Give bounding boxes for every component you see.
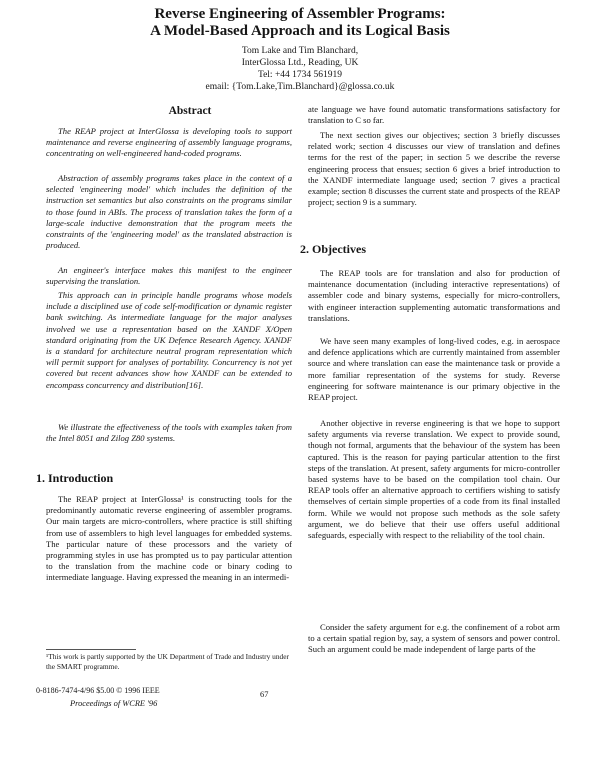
paper-title-line2: A Model-Based Approach and its Logical Basis bbox=[150, 23, 450, 39]
objectives-paragraph-3: Another objective in reverse engineering is that we hope to support safety arguments via reverse translation. We expect to provide sound, though not formal, arguments that the behaviour of the system has been captured. This is the reason for paying particular attention to the first steps of the translation. At present, safety arguments for micro-controller based systems have to be based on the compilation tool chain. Our REAP tools offer an alternative approach to certifiers wishing to satisfy themselves of certain simple properties of a code from its final installed form. While we would not propose such methods as the sole safety argument, we do believe that their use offers useful additional safeguards, especially with respect to the reliability of the tool chain. bbox=[308, 418, 560, 541]
copyright-line: 0-8186-7474-4/96 $5.00 © 1996 IEEE bbox=[36, 686, 160, 695]
author-affiliation: InterGlossa Ltd., Reading, UK bbox=[241, 58, 359, 68]
abstract-paragraph-1: The REAP project at InterGlossa is developing tools to support maintenance and reverse engineering of assembly language programs, concentrating on well-engineered hand-coded programs. bbox=[46, 126, 292, 159]
footnote-rule bbox=[46, 649, 136, 650]
author-email: email: {Tom.Lake,Tim.Blanchard}@glossa.co.uk bbox=[205, 82, 395, 92]
objectives-paragraph-2: We have seen many examples of long-lived codes, e.g. in aerospace and defence applications which are currently maintained from assembler source and where translation can ease the maintenance task or provide a more familiar representation of the systems for study. Reverse engineering for software maintenance is our primary objective in the REAP project. bbox=[308, 336, 560, 403]
author-names: Tom Lake and Tim Blanchard, bbox=[241, 46, 359, 56]
intro-paragraph-outline: The next section gives our objectives; section 3 briefly discusses related work; section 4 discusses our view of translation and defines terms for the rest of the paper; in section 5 we describe the reverse engineering process that ensues; section 6 gives a brief introduction to the XANDF intermediate language used; section 7 gives a practical example; section 8 discusses the current state and prospects of the REAP project; section 9 is a summary. bbox=[308, 130, 560, 208]
abstract-heading: Abstract bbox=[168, 105, 212, 117]
author-telephone: Tel: +44 1734 561919 bbox=[257, 70, 343, 80]
abstract-paragraph-3: An engineer's interface makes this manifest to the engineer supervising the translation. bbox=[46, 265, 292, 287]
abstract-paragraph-2: Abstraction of assembly programs takes place in the context of a selected 'engineering model' which includes the definition of the instruction set semantics but also constraints on the programs similar to those found in ABIs. The process of translation takes the form of a large-scale inductive demonstration that the program meets the constraints of the 'engineering model' as the translated abstraction is produced. bbox=[46, 173, 292, 251]
abstract-paragraph-4: This approach can in principle handle programs whose models include a disciplined use of code self-modification or dynamic register bank switching. As intermediate language for the major analyses involved we use a representation based on the XANDF X/Open standard originating from the UK Defence Research Agency. XANDF is a standard for architecture neutral program representation which will permit support for analyses of portability. Concurrency is not yet covered but recent advances show how XANDF can be extended to encompass concurrency and distribution[16]. bbox=[46, 290, 292, 390]
paper-title-line1: Reverse Engineering of Assembler Programs: bbox=[154, 6, 446, 22]
intro-continuation: ate language we have found automatic transformations satisfactory for translation to C so far. bbox=[308, 104, 560, 126]
page-number: 67 bbox=[260, 690, 269, 699]
objectives-heading: 2. Objectives bbox=[300, 242, 366, 256]
introduction-heading: 1. Introduction bbox=[36, 471, 114, 485]
author-block bbox=[100, 45, 500, 93]
introduction-paragraph-1: The REAP project at InterGlossa¹ is constructing tools for the predominantly automatic reverse engineering of assembler programs. Our main targets are micro-controllers, where practice is still shifting from use of assemblers to high level languages for embedded systems. The particular nature of these processors and the variety of programming styles in use has prompted us to pay particular attention to the translation from the machine code or binary coding to intermediate language. Having expressed the meaning in an intermedi- bbox=[46, 494, 292, 583]
proceedings-line: Proceedings of WCRE '96 bbox=[70, 699, 158, 708]
footnote: ¹This work is partly supported by the UK Department of Trade and Industry under the SMART programme. bbox=[46, 652, 289, 671]
objectives-paragraph-4: Consider the safety argument for e.g. the confinement of a robot arm to a certain spatial region by, say, a system of sensors and power control. Such an argument could be made independent of large parts of the bbox=[308, 622, 560, 655]
abstract-paragraph-5: We illustrate the effectiveness of the tools with examples taken from the Intel 8051 and Zilog Z80 systems. bbox=[46, 422, 292, 444]
objectives-paragraph-1: The REAP tools are for translation and also for production of maintenance documentation (including interactive representations) of assembler code and binary systems, especially for micro-controllers, with engineer interaction supplementing automatic transformations and translations. bbox=[308, 268, 560, 323]
